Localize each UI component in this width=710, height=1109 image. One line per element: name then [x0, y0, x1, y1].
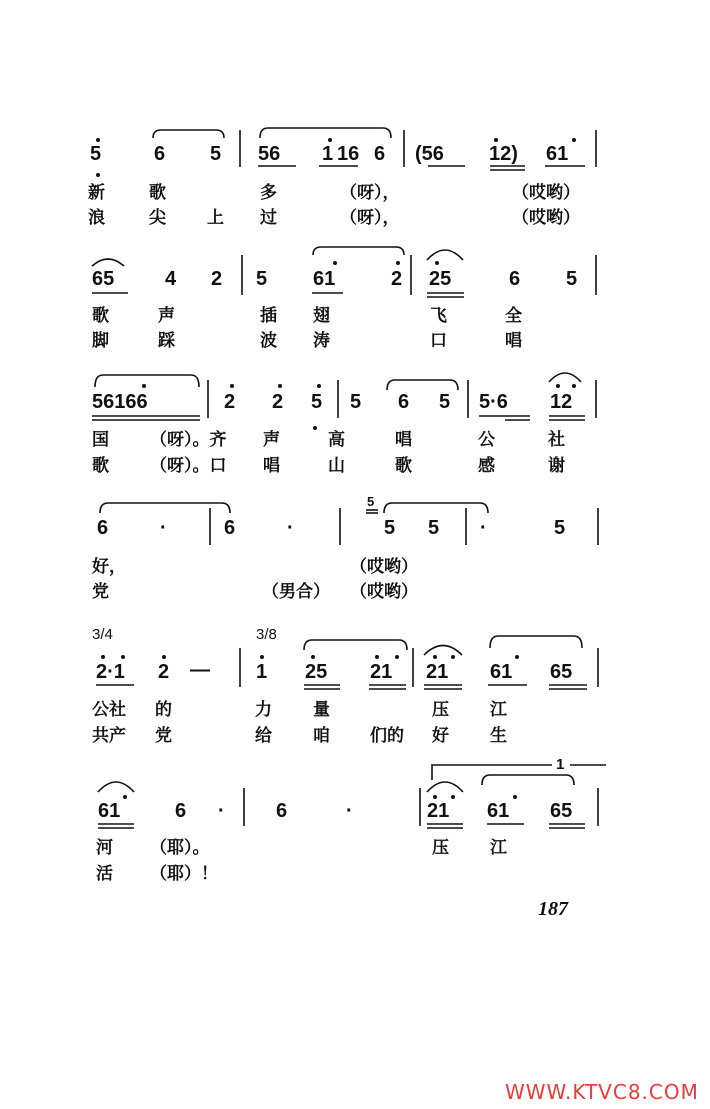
lyric: 歌: [395, 456, 412, 476]
lyric: 党: [155, 726, 172, 746]
time-signature: 3/4: [92, 626, 113, 643]
lyric: 全: [505, 306, 522, 326]
note: 21: [426, 661, 449, 683]
note: 5: [384, 517, 396, 539]
note: 56166: [92, 391, 148, 413]
lyric: 好，: [92, 557, 126, 577]
lyric: 口: [430, 331, 447, 351]
lyric: 浪: [88, 208, 105, 228]
note: ·: [480, 517, 487, 539]
lyric: 多: [260, 183, 277, 203]
lyric: 力: [255, 700, 272, 720]
note: 6: [224, 517, 236, 539]
note: 61: [98, 800, 121, 822]
lyric: 给: [255, 726, 272, 746]
lyric: 歌: [92, 306, 109, 326]
lyric: 们的: [370, 726, 404, 746]
lyric: （男合）: [262, 582, 330, 602]
note: 5: [566, 268, 578, 290]
lyric: 社: [548, 430, 565, 450]
note: 5·6: [479, 391, 508, 413]
lyric: 河: [96, 838, 113, 858]
lyric: 共产: [92, 726, 126, 746]
lyric: 生: [490, 726, 507, 746]
note: 21: [427, 800, 450, 822]
note: 65: [92, 268, 115, 290]
lyric: （哎哟）: [350, 582, 418, 602]
lyric: 感: [478, 456, 495, 476]
watermark: WWW.KTVC8.COM: [505, 1080, 699, 1104]
lyric: 脚: [92, 331, 109, 351]
lyric: 山: [328, 456, 345, 476]
note: 61: [487, 800, 510, 822]
lyric: 波: [260, 331, 277, 351]
note: 2: [211, 268, 223, 290]
lyric: （哎哟）: [512, 183, 580, 203]
note: ·: [346, 800, 353, 822]
lyric: 党: [92, 582, 109, 602]
note: 25: [305, 661, 328, 683]
note: 6: [374, 143, 386, 165]
lyric: 江: [490, 700, 507, 720]
note: 4: [165, 268, 177, 290]
note: ·: [287, 517, 294, 539]
volta-number: 1: [556, 756, 565, 773]
note: 2: [391, 268, 403, 290]
lyric: 上: [207, 208, 224, 228]
note: 2: [224, 391, 236, 413]
note: 6: [175, 800, 187, 822]
lyric: 的: [155, 700, 172, 720]
lyric: 压: [432, 700, 449, 720]
note: 12: [550, 391, 573, 413]
note: 61: [313, 268, 336, 290]
lyric: 翅: [313, 306, 330, 326]
note: 61: [546, 143, 569, 165]
time-signature: 3/8: [256, 626, 277, 643]
note: 5: [210, 143, 222, 165]
note: ·: [160, 517, 167, 539]
lyric: 国: [92, 430, 109, 450]
lyric: 飞: [430, 306, 447, 326]
note: 5: [256, 268, 268, 290]
lyric: （呀）。口: [150, 456, 227, 476]
grace-note: 5: [367, 494, 375, 509]
note: 5: [428, 517, 440, 539]
lyric: 踩: [158, 331, 175, 351]
lyric: （耶）。: [150, 838, 210, 858]
page-number: 187: [538, 898, 568, 920]
note: —: [190, 659, 210, 681]
note: 2: [158, 661, 170, 683]
note: 61: [490, 661, 513, 683]
lyric: （呀）。齐: [150, 430, 227, 450]
note: 5: [554, 517, 566, 539]
lyric: 尖: [149, 208, 166, 228]
note: 1: [322, 143, 334, 165]
lyric: 谢: [548, 456, 565, 476]
lyric: 压: [432, 838, 449, 858]
lyric: 唱: [395, 430, 412, 450]
note: 5: [439, 391, 451, 413]
lyric: 量: [313, 700, 330, 720]
note: 6: [398, 391, 410, 413]
note: 6: [154, 143, 166, 165]
lyric: （呀），: [340, 208, 400, 228]
lyric: 好: [432, 726, 449, 746]
lyric: 唱: [505, 331, 522, 351]
lyric: （哎哟）: [512, 208, 580, 228]
lyric: 新: [88, 183, 105, 203]
lyric: 江: [490, 838, 507, 858]
note: 2·1: [96, 661, 125, 683]
note: 65: [550, 661, 573, 683]
note: 5: [90, 143, 102, 165]
note: 2: [272, 391, 284, 413]
note: (56: [415, 143, 444, 165]
lyric: （哎哟）: [350, 557, 418, 577]
lyric: 歌: [92, 456, 109, 476]
lyric: 公社: [92, 700, 126, 720]
note: 12): [489, 143, 518, 165]
note: 65: [550, 800, 573, 822]
note: 5: [311, 391, 323, 413]
note: 21: [370, 661, 393, 683]
note: 6: [276, 800, 288, 822]
lyric: 咱: [313, 726, 330, 746]
lyric: 高: [328, 430, 345, 450]
lyric: 声: [263, 430, 280, 450]
note: 16: [337, 143, 360, 165]
lyric: 活: [96, 864, 113, 884]
note: 25: [429, 268, 452, 290]
note: 1: [256, 661, 268, 683]
note: 6: [97, 517, 109, 539]
lyric: （呀），: [340, 183, 400, 203]
lyric: 公: [478, 430, 495, 450]
lyric: 涛: [313, 331, 330, 351]
lyric: 插: [260, 306, 277, 326]
lyric: （耶）！: [150, 864, 218, 884]
note: 5: [350, 391, 362, 413]
lyric: 过: [260, 208, 277, 228]
note: 6: [509, 268, 521, 290]
note: 56: [258, 143, 281, 165]
lyric: 声: [158, 306, 175, 326]
lyric: 唱: [263, 456, 280, 476]
note: ·: [218, 800, 225, 822]
lyric: 歌: [149, 183, 166, 203]
